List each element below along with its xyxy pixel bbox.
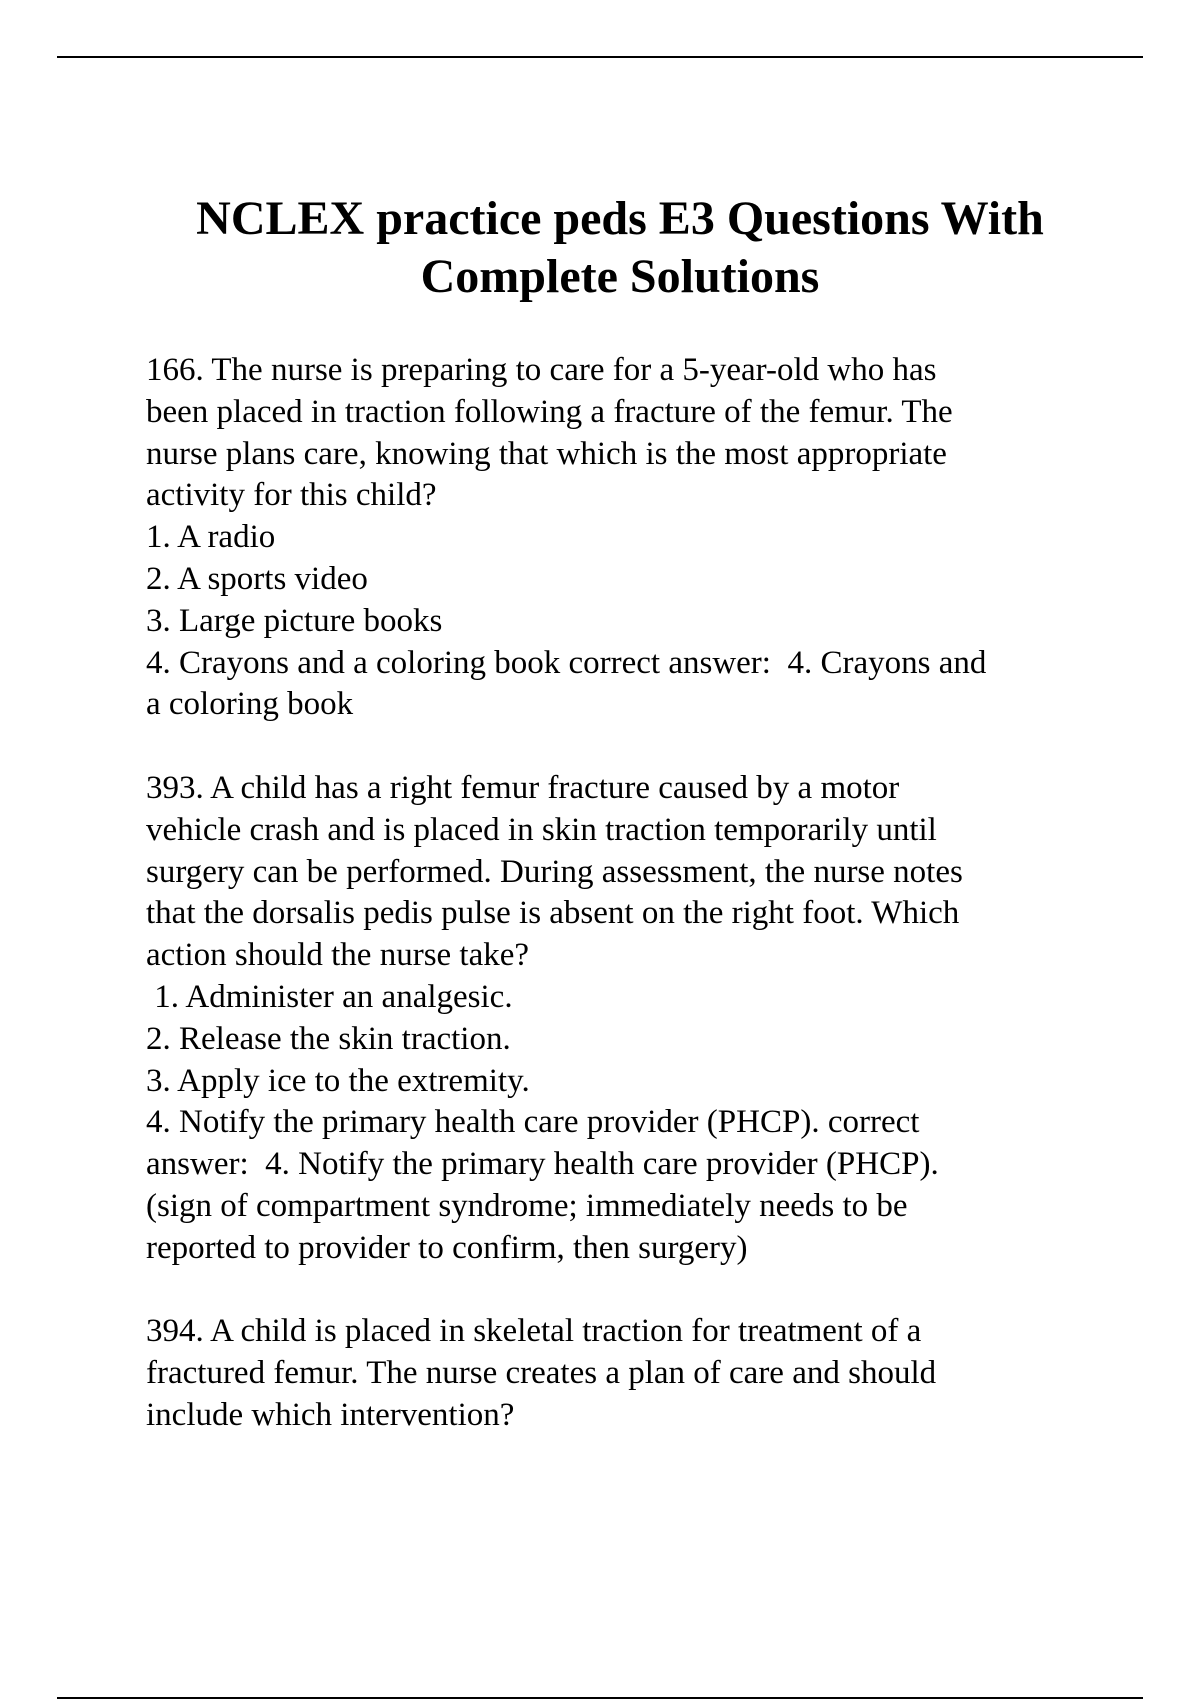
answer-line: answer: 4. Notify the primary health care provider (PHCP). — [146, 1146, 939, 1183]
option-line: 2. Release the skin traction. — [146, 1020, 511, 1057]
text-line: 166. The nurse is preparing to care for a 5-year-old who has — [146, 352, 937, 388]
text-line: action should the nurse take? — [146, 937, 530, 974]
question-393 — [146, 768, 1086, 1270]
top-rule — [57, 56, 1143, 58]
text-line: nurse plans care, knowing that which is the most appropriate — [146, 435, 947, 472]
answer-line: (sign of compartment syndrome; immediately needs to be — [146, 1187, 908, 1224]
option-line: 1. Administer an analgesic. — [146, 978, 513, 1015]
text-line: include which intervention? — [146, 1396, 515, 1433]
text-line: surgery can be performed. During assessment, the nurse notes — [146, 853, 963, 890]
option-line: 2. A sports video — [146, 560, 368, 597]
document-body — [146, 350, 1086, 1479]
question-166 — [146, 350, 1086, 726]
document-title: NCLEX practice peds E3 Questions With Complete Solutions — [196, 192, 1044, 303]
text-line: 393. A child has a right femur fracture caused by a motor — [146, 769, 900, 806]
text-line: vehicle crash and is placed in skin traction temporarily until — [146, 811, 937, 848]
text-line: 394. A child is placed in skeletal traction for treatment of a — [146, 1313, 922, 1350]
answer-line: a coloring book — [146, 686, 354, 723]
answer-line: 4. Notify the primary health care provider (PHCP). correct — [146, 1104, 920, 1141]
answer-line: reported to provider to confirm, then surgery) — [146, 1229, 748, 1266]
text-line: been placed in traction following a fracture of the femur. The — [146, 393, 953, 430]
text-line: activity for this child? — [146, 477, 437, 514]
question-394 — [146, 1311, 1086, 1436]
bottom-rule — [57, 1697, 1143, 1699]
option-line: 3. Apply ice to the extremity. — [146, 1062, 530, 1099]
option-line: 3. Large picture books — [146, 602, 443, 639]
answer-line: 4. Crayons and a coloring book correct answer: 4. Crayons and — [146, 644, 987, 681]
text-line: that the dorsalis pedis pulse is absent on the right foot. Which — [146, 895, 960, 932]
option-line: 1. A radio — [146, 519, 276, 556]
text-line: fractured femur. The nurse creates a plan of care and should — [146, 1355, 937, 1392]
